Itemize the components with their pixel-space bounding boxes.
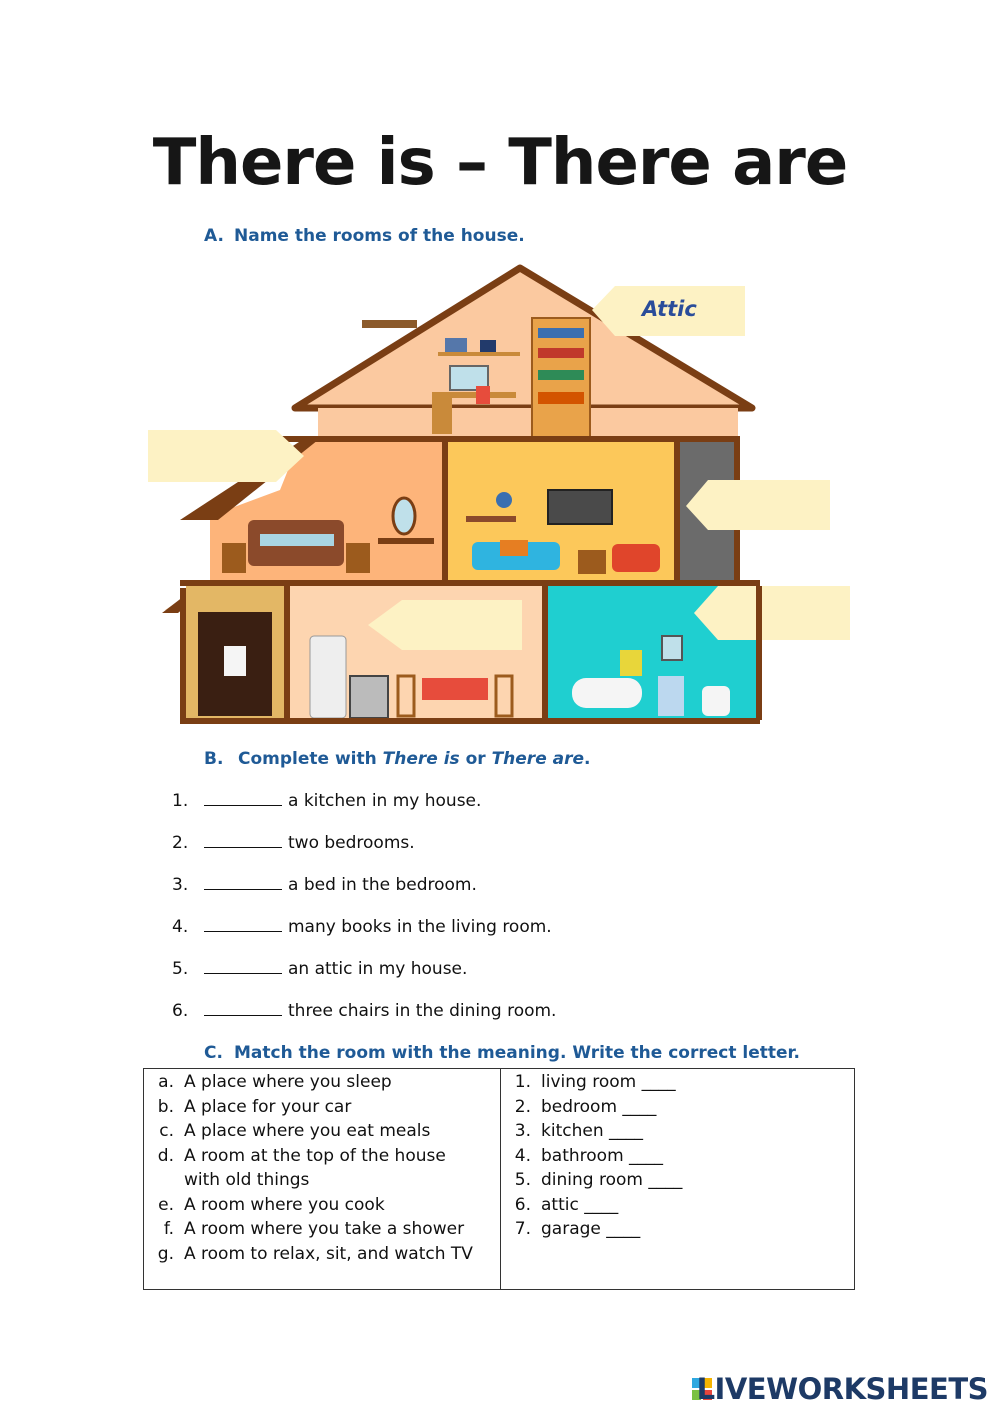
room-number: 6. [514, 1195, 531, 1215]
room-text: bedroom ____ [541, 1097, 657, 1117]
question-number: 6. [172, 1001, 189, 1021]
room-number: 1. [514, 1072, 531, 1092]
meaning-text: A room where you cook [184, 1195, 385, 1215]
room-4[interactable] [501, 1146, 663, 1166]
section-b-prefix: Complete with [238, 749, 383, 769]
bathroom-tub [572, 678, 642, 708]
meaning-letter: a. [158, 1072, 174, 1092]
question-4 [172, 917, 552, 937]
question-number: 3. [172, 875, 189, 895]
meaning-letter: g. [157, 1244, 174, 1264]
closet-label-arrow[interactable] [686, 480, 830, 530]
room-text: bathroom ____ [541, 1146, 664, 1166]
section-b-mid: or [459, 749, 492, 769]
room-number: 5. [514, 1170, 531, 1190]
section-a-heading [204, 226, 525, 246]
meaning-text: A room at the top of the house [184, 1146, 446, 1166]
meaning-letter: e. [158, 1195, 174, 1215]
question-6 [172, 1001, 556, 1021]
bedroom-dresser [378, 538, 434, 544]
meaning-text: A place where you eat meals [184, 1121, 431, 1141]
meaning-c [144, 1121, 430, 1141]
bedroom-mirror [393, 498, 415, 534]
room-number: 4. [514, 1146, 531, 1166]
section-a-letter: A. [204, 226, 224, 246]
attic-chair [476, 386, 490, 404]
answer-blank-6[interactable] [204, 1001, 282, 1016]
chimney [362, 320, 417, 328]
question-number: 4. [172, 917, 189, 937]
room-text: kitchen ____ [541, 1121, 643, 1141]
living-room-table [578, 550, 606, 574]
meaning-d-continued [144, 1170, 309, 1190]
bathroom-mirror [662, 636, 682, 660]
question-text: a bed in the bedroom. [288, 875, 477, 895]
question-3 [172, 875, 477, 895]
living-room-shelf [466, 516, 516, 522]
meaning-text: A place where you sleep [184, 1072, 392, 1092]
answer-blank-2[interactable] [204, 833, 282, 848]
room-number: 2. [514, 1097, 531, 1117]
bedroom-label-arrow[interactable] [148, 430, 304, 482]
liveworksheets-brand[interactable]: LIVEWORKSHEETS [696, 1372, 988, 1406]
question-text: an attic in my house. [288, 959, 468, 979]
matching-table [143, 1068, 855, 1290]
room-text: garage ____ [541, 1219, 641, 1239]
section-b-heading [204, 749, 591, 769]
answer-blank-1[interactable] [204, 791, 282, 806]
bathroom-label-arrow[interactable] [694, 586, 850, 640]
answer-blank-4[interactable] [204, 917, 282, 932]
kitchen-stove [350, 676, 388, 718]
room-number: 3. [514, 1121, 531, 1141]
section-c-heading [204, 1043, 800, 1063]
answer-blank-5[interactable] [204, 959, 282, 974]
meaning-letter: f. [163, 1219, 174, 1239]
meaning-letter: b. [157, 1097, 174, 1117]
question-text: many books in the living room. [288, 917, 552, 937]
room-text: dining room ____ [541, 1170, 683, 1190]
meaning-g [144, 1244, 473, 1264]
section-b-suffix: . [584, 749, 591, 769]
meaning-e [144, 1195, 385, 1215]
question-number: 2. [172, 833, 189, 853]
section-b-italic-there-are: There are [491, 749, 585, 769]
room-7[interactable] [501, 1219, 640, 1239]
room-1[interactable] [501, 1072, 676, 1092]
question-2 [172, 833, 415, 853]
section-c-text: Match the room with the meaning. Write the correct letter. [234, 1043, 800, 1063]
room-text: attic ____ [541, 1195, 619, 1215]
bedroom-nightstand-right [346, 543, 370, 573]
question-text: three chairs in the dining room. [288, 1001, 557, 1021]
bathroom-toilet [702, 686, 730, 716]
worksheet-title: There is – There are [152, 126, 848, 200]
meaning-d [144, 1146, 446, 1166]
room-6[interactable] [501, 1195, 618, 1215]
question-number: 1. [172, 791, 189, 811]
meaning-b [144, 1097, 351, 1117]
living-room-armchair [612, 544, 660, 572]
section-b-italic-there-is: There is [382, 749, 460, 769]
meaning-text: with old things [184, 1170, 310, 1190]
room-number: 7. [514, 1219, 531, 1239]
kitchen-fridge [310, 636, 346, 718]
house-illustration [140, 258, 860, 730]
meaning-letter: c. [159, 1121, 174, 1141]
meaning-letter: d. [157, 1146, 174, 1166]
answer-blank-3[interactable] [204, 875, 282, 890]
section-b-letter: B. [204, 749, 224, 769]
room-3[interactable] [501, 1121, 643, 1141]
bathroom-cabinet [658, 676, 684, 716]
question-number: 5. [172, 959, 189, 979]
question-text: two bedrooms. [288, 833, 415, 853]
dining-table [422, 678, 488, 700]
room-text: living room ____ [541, 1072, 676, 1092]
question-5 [172, 959, 467, 979]
attic-desk [432, 392, 516, 398]
meaning-f [144, 1219, 464, 1239]
meaning-a [144, 1072, 392, 1092]
living-room-tv [548, 490, 612, 524]
question-text: a kitchen in my house. [288, 791, 482, 811]
meaning-text: A room where you take a shower [184, 1219, 465, 1239]
section-c-letter: C. [204, 1043, 223, 1063]
room-5[interactable] [501, 1170, 682, 1190]
bedroom-nightstand-left [222, 543, 246, 573]
attic-label: Attic [642, 297, 697, 321]
meaning-text: A place for your car [184, 1097, 352, 1117]
section-a-text: Name the rooms of the house. [234, 226, 525, 246]
attic-room [318, 408, 738, 440]
room-2[interactable] [501, 1097, 656, 1117]
question-1 [172, 791, 481, 811]
meaning-text: A room to relax, sit, and watch TV [184, 1244, 473, 1264]
